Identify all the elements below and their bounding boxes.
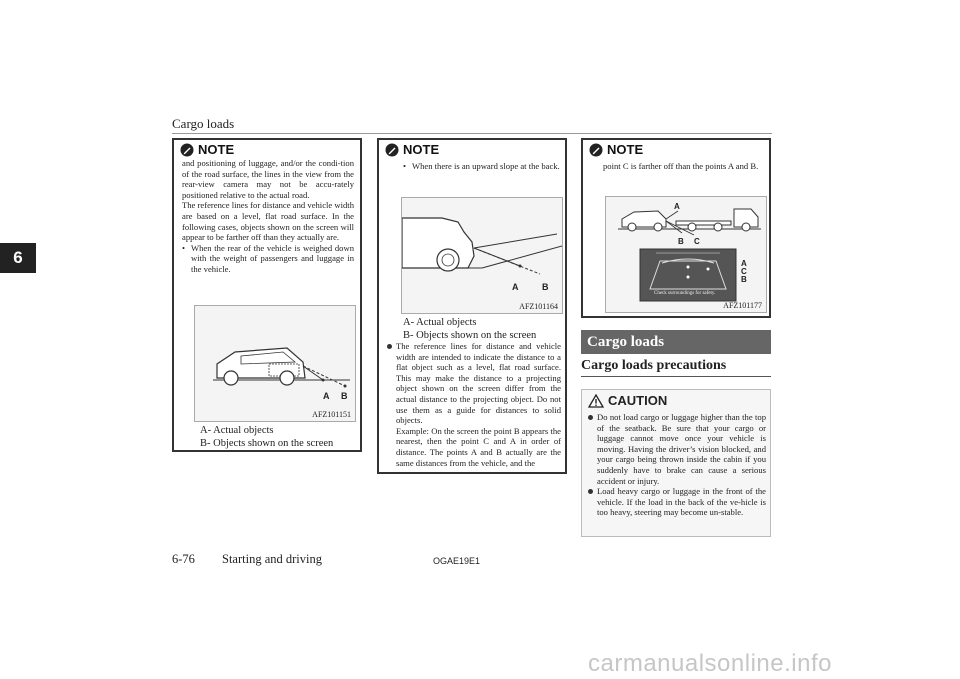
paragraph: Example: On the screen the point B appears the nearest, then the point C and A in order of distance. The points A and B actually are the same distances from the vehicle, and the — [396, 425, 561, 468]
label-b: B — [678, 237, 684, 246]
paragraph: and positioning of luggage, and/or the condi-tion of the road surface, the lines in the view from the rear-view camera may not be accu-rately positioned relative to the actual road. — [182, 158, 354, 200]
footer-section-title: Starting and driving — [222, 552, 322, 566]
chapter-tab: 6 — [0, 243, 36, 273]
caution-header: CAUTION — [588, 393, 667, 408]
label-a: A — [674, 202, 680, 211]
caption-b: B- Objects shown on the screen — [200, 438, 334, 449]
figure-code: AFZ101177 — [723, 301, 762, 310]
note-box-3 — [581, 138, 771, 318]
note-box-2 — [377, 138, 567, 474]
bullet-item: • When the rear of the vehicle is weighed down with the weight of passengers and luggage in the vehicle. — [182, 243, 354, 275]
footer-code: OGAE19E1 — [433, 556, 481, 566]
label-b: B — [542, 282, 549, 292]
note-text-2b — [387, 341, 561, 468]
watermark: carmanualsonline.info — [588, 650, 832, 677]
note-pencil-icon — [385, 143, 399, 157]
bullet-item: Load heavy cargo or luggage in the front of the vehicle. If the load in the back of the ve-hicle is too heavy, steering may become un-stable. — [588, 486, 766, 518]
upward-slope-illustration — [402, 198, 562, 313]
vehicle-rear-camera-illustration — [195, 306, 355, 421]
note-pencil-icon — [589, 143, 603, 157]
caption-b: B- Objects shown on the screen — [403, 330, 537, 341]
note-header: NOTE — [589, 142, 643, 157]
note-pencil-icon — [180, 143, 194, 157]
bullet-item: • When there is an upward slope at the back. — [403, 161, 561, 172]
caution-box — [581, 389, 771, 537]
caption-a: A- Actual objects — [200, 425, 274, 436]
screen-label-a: A — [741, 259, 747, 268]
label-b: B — [341, 391, 348, 401]
note-text-1 — [182, 158, 354, 275]
figure-caption — [403, 316, 536, 342]
paragraph: The reference lines for distance and vehicle width are based on a level, flat road surface. In the following cases, objects shown on the screen will appear to be farther off than they actually are. — [182, 200, 354, 243]
subsection-title: Cargo loads precautions — [581, 358, 727, 373]
label-a: A — [512, 282, 519, 292]
note-header: NOTE — [385, 142, 439, 157]
figure-afz101177 — [605, 196, 767, 313]
figure-afz101151 — [194, 305, 356, 422]
note-text-3 — [603, 161, 765, 172]
screen-label-b: B — [741, 275, 747, 284]
figure-code: AFZ101151 — [312, 410, 351, 419]
page-header-title: Cargo loads — [172, 116, 235, 131]
header-rule — [172, 133, 772, 134]
caption-a: A- Actual objects — [403, 317, 477, 328]
warning-triangle-icon — [588, 394, 604, 408]
note-box-1 — [172, 138, 362, 452]
caution-text — [588, 412, 766, 518]
figure-code: AFZ101164 — [519, 302, 558, 311]
bullet-item: Do not load cargo or luggage higher than the top of the seatback. Be sure that your cargo or luggage cannot move once your vehicle is moving. Having the driver’s vision blocked, and your cargo being thrown inside the cabin if you suddenly have to brake can cause a serious accident or injury. — [588, 412, 766, 486]
bullet-item: The reference lines for distance and vehicle width are intended to indicate the distance to a flat object such as a level, flat road surface. This may make the distance to a projecting object shown on the screen differ from the actual distance to the projecting object. Do not use them as a guide for distances to solid objects. — [387, 341, 561, 426]
screen-caption: Check surroundings for safety. — [654, 291, 716, 296]
figure-afz101164 — [401, 197, 563, 314]
screen-label-c: C — [741, 267, 747, 276]
section-title: Cargo loads — [581, 330, 771, 354]
note-header: NOTE — [180, 142, 234, 157]
page-number: 6-76 — [172, 552, 195, 566]
paragraph: point C is farther off than the points A and B. — [603, 161, 759, 171]
figure-caption — [200, 424, 333, 450]
label-a: A — [323, 391, 330, 401]
subsection-rule — [581, 376, 771, 377]
note-text-2a — [403, 161, 561, 172]
label-c: C — [694, 237, 700, 246]
